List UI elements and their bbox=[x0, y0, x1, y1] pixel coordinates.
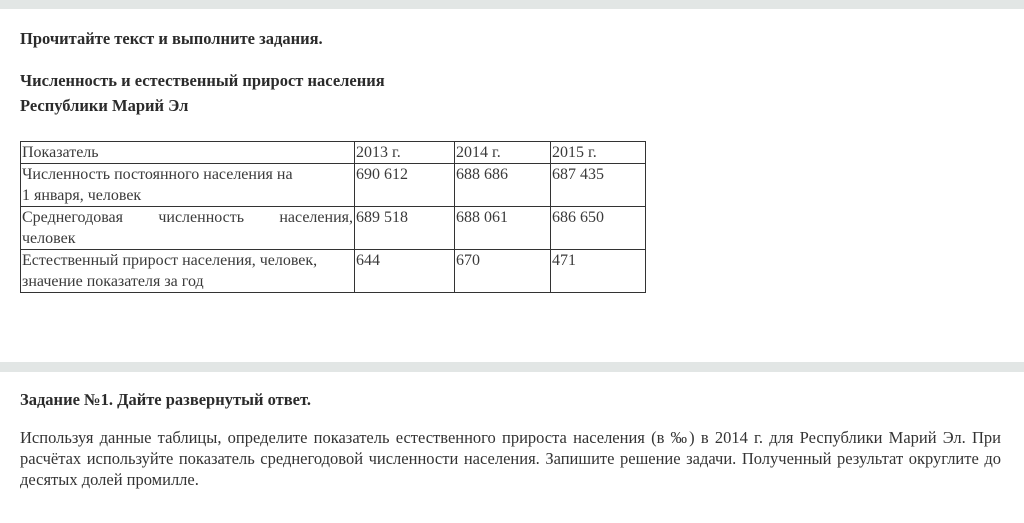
row-label bbox=[21, 164, 355, 207]
cell-2015: 687 435 bbox=[551, 164, 646, 207]
row-label-line-1: Среднегодовая численность населения, bbox=[22, 209, 353, 226]
title-line-2: Республики Марий Эл bbox=[20, 96, 189, 115]
row-label-line-1: Численность постоянного населения на bbox=[22, 166, 293, 183]
row-label-line-2: значение показателя за год bbox=[22, 273, 204, 290]
cell-2014: 688 061 bbox=[455, 207, 551, 250]
table-header-row bbox=[21, 142, 646, 164]
cell-2013: 644 bbox=[355, 250, 455, 293]
header-indicator: Показатель bbox=[21, 142, 355, 164]
cell-2015: 686 650 bbox=[551, 207, 646, 250]
cell-2013: 690 612 bbox=[355, 164, 455, 207]
cell-2014: 688 686 bbox=[455, 164, 551, 207]
row-label-line-1: Естественный прирост населения, человек, bbox=[22, 252, 318, 269]
document-title bbox=[20, 68, 385, 118]
table-row bbox=[21, 250, 646, 293]
row-label-line-2: человек bbox=[22, 230, 76, 247]
task-title: Задание №1. Дайте развернутый ответ. bbox=[20, 390, 311, 409]
top-divider bbox=[0, 0, 1024, 9]
header-2015: 2015 г. bbox=[551, 142, 646, 164]
row-label bbox=[21, 207, 355, 250]
cell-2014: 670 bbox=[455, 250, 551, 293]
row-label-line-2: 1 января, человек bbox=[22, 187, 142, 204]
cell-2013: 689 518 bbox=[355, 207, 455, 250]
table-row bbox=[21, 207, 646, 250]
cell-2015: 471 bbox=[551, 250, 646, 293]
task-text: Используя данные таблицы, определите показатель естественного прироста населения (в ‰) в 2014 г. для Республики Марий Эл. При расчётах используйте показатель среднегодовой численности населения. Запишите решение задачи. Полученный результат округлите до десятых долей промилле. bbox=[20, 428, 1001, 489]
title-line-1: Численность и естественный прирост населения bbox=[20, 71, 385, 90]
population-table bbox=[20, 141, 646, 293]
instruction-text: Прочитайте текст и выполните задания. bbox=[20, 29, 323, 48]
section-divider bbox=[0, 362, 1024, 372]
header-2014: 2014 г. bbox=[455, 142, 551, 164]
header-2013: 2013 г. bbox=[355, 142, 455, 164]
table-row bbox=[21, 164, 646, 207]
row-label bbox=[21, 250, 355, 293]
